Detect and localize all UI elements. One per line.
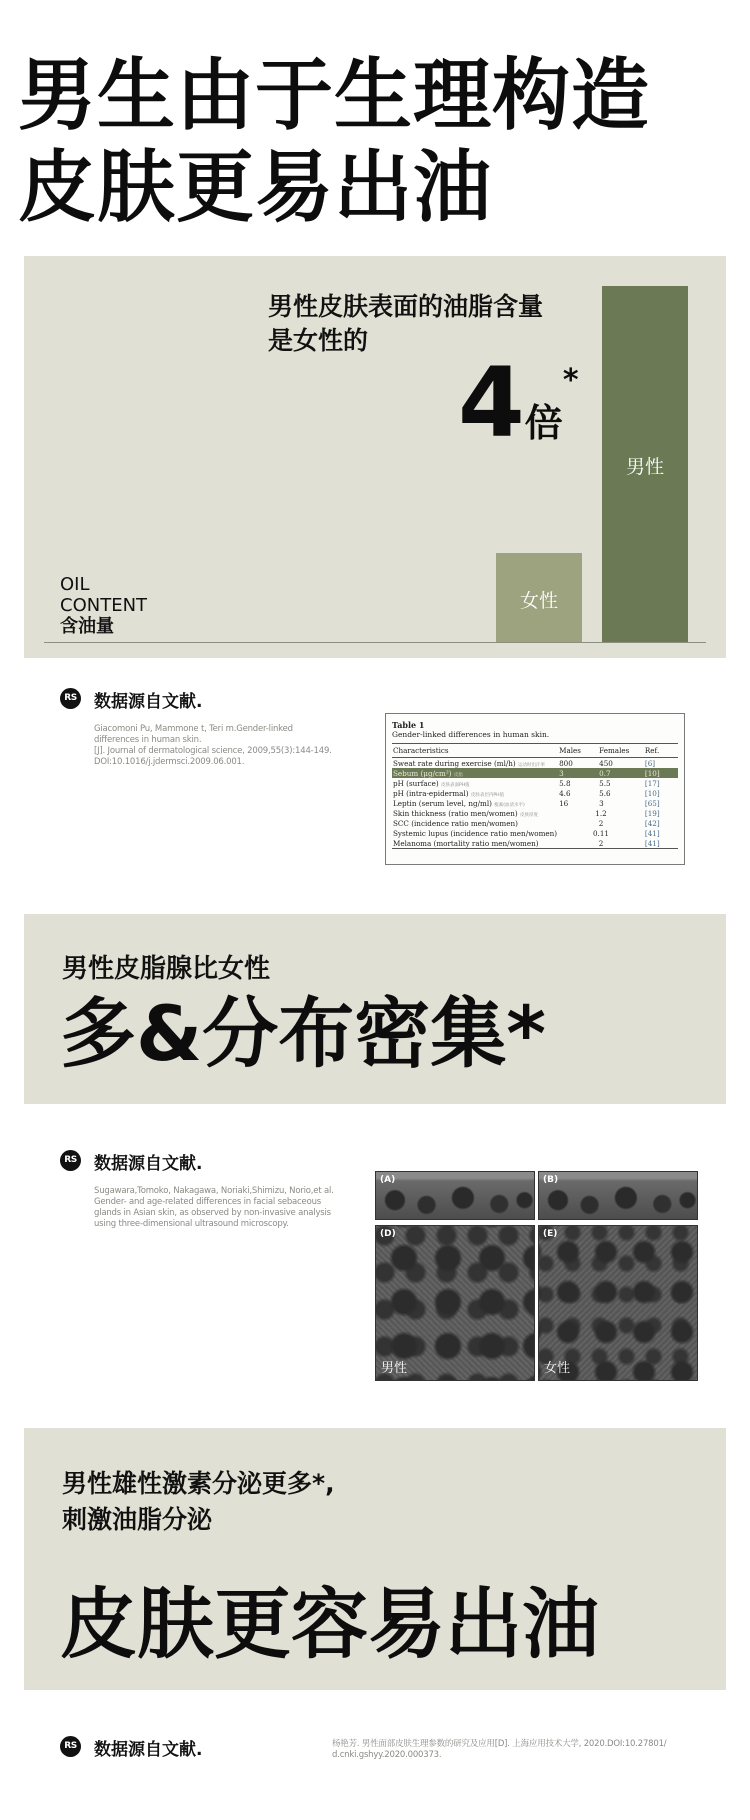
citation-line: d.cnki.gshyy.2020.000373.: [332, 1750, 442, 1760]
table-row: [392, 808, 678, 818]
table-cell-ref: [10]: [644, 788, 660, 798]
bar-male-label: 男性: [625, 456, 664, 478]
table-row: [392, 828, 678, 838]
image-tag: (D): [380, 1229, 396, 1239]
table-cell-ref: [6]: [644, 758, 656, 768]
reference-table: [392, 743, 678, 849]
oil-ratio: [458, 326, 579, 478]
table-header: Characteristics: [392, 744, 558, 758]
image-tag: (E): [543, 1229, 558, 1239]
hormone-headline: 皮肤更容易出油: [60, 1581, 599, 1670]
table-cell-note: 皮肤表面PH值: [441, 782, 470, 788]
oil-axis-label: [60, 574, 147, 637]
hero-title: [18, 50, 650, 234]
axis-label-cn: 含油量: [60, 616, 114, 637]
hormone-subtitle-line-1: 男性雄性激素分泌更多*,: [62, 1469, 335, 1498]
table-cell: 4.6: [559, 788, 571, 798]
citation-line: DOI:10.1016/j.jdermsci.2009.06.001.: [94, 757, 245, 767]
oil-headline-line-2: 是女性的: [268, 326, 369, 355]
image-tag: (A): [380, 1175, 396, 1185]
table-cell-ref: [19]: [644, 808, 660, 818]
table-cell: 0.11: [592, 828, 609, 838]
table-cell-note: 皮肤表层内PH值: [470, 792, 504, 798]
reference-table-figure: [385, 713, 685, 865]
oil-ratio-asterisk: *: [562, 363, 579, 398]
table-row: [392, 838, 678, 849]
image-label-male: 男性: [381, 1361, 408, 1376]
table-cell: SCC (incidence ratio men/women): [393, 818, 518, 828]
table-cell: Leptin (serum level, ng/ml): [393, 798, 492, 808]
axis-label-en-2: CONTENT: [60, 595, 148, 616]
table-cell: Sebum (μg/cm²): [393, 768, 452, 778]
table-cell: 1.2: [595, 808, 607, 818]
table-cell-ref: [17]: [644, 778, 660, 788]
table-cell: Melanoma (mortality ratio men/women): [392, 838, 558, 849]
table-cell-ref: [10]: [644, 768, 678, 778]
table-cell: 3: [599, 798, 604, 808]
citation-line: Gender- and age-related differences in facial sebaceous: [94, 1197, 321, 1207]
source-citation-2: [94, 1186, 334, 1230]
oil-ratio-unit: 倍: [524, 401, 563, 445]
table-cell: 0.7: [598, 768, 644, 778]
oil-content-panel: [24, 256, 726, 658]
ultrasound-image-a: [375, 1171, 535, 1220]
table-row: [392, 798, 678, 808]
gland-subtitle: 男性皮脂腺比女性: [62, 954, 271, 984]
table-cell: 2: [558, 838, 644, 849]
table-row: [392, 778, 678, 788]
hormone-panel: [24, 1428, 726, 1690]
source-citation-3: [332, 1739, 722, 1761]
table-cell-ref: [42]: [644, 818, 660, 828]
table-cell-note: 皮脂: [453, 772, 463, 778]
hormone-subtitle: [62, 1466, 335, 1538]
table-caption: Gender-linked differences in human skin.: [392, 730, 550, 739]
table-cell-ref: [41]: [644, 838, 678, 849]
gland-panel: [24, 914, 726, 1104]
table-cell-note: 皮肤厚度: [519, 812, 538, 818]
chart-baseline: [44, 642, 706, 643]
table-row-highlighted: [392, 768, 678, 778]
table-cell: pH (surface): [393, 778, 439, 788]
citation-line: using three-dimensional ultrasound microscopy.: [94, 1219, 289, 1229]
table-cell: 5.8: [559, 778, 571, 788]
table-row: [392, 818, 678, 828]
oil-ratio-number: 4: [458, 347, 525, 459]
source-title-2: 数据源自文献.: [94, 1154, 203, 1174]
table-cell: 5.5: [599, 778, 611, 788]
citation-line: glands in Asian skin, as observed by non-invasive analysis: [94, 1208, 331, 1218]
table-row: [392, 758, 678, 769]
table-cell: 450: [599, 758, 613, 768]
source-title-3: 数据源自文献.: [94, 1740, 203, 1760]
table-cell: Skin thickness (ratio men/women): [393, 808, 518, 818]
table-cell: Systemic lupus (incidence ratio men/women): [393, 828, 558, 838]
hero-title-line-2: 皮肤更易出油: [18, 143, 493, 233]
hormone-subtitle-line-2: 刺激油脂分泌: [62, 1505, 213, 1534]
citation-line: Giacomoni Pu, Mammone t, Teri m.Gender-linked: [94, 724, 293, 734]
ultrasound-image-male: [375, 1225, 535, 1381]
ultrasound-image-b: [538, 1171, 698, 1220]
table-header: Males: [558, 744, 598, 758]
bar-female: [496, 553, 582, 642]
hero-title-line-1: 男生由于生理构造: [18, 51, 651, 141]
source-badge-2: RS: [60, 1150, 81, 1171]
source-badge-3: RS: [60, 1736, 81, 1757]
source-citation-1: [94, 724, 332, 768]
table-cell-ref: [41]: [644, 828, 660, 838]
image-tag: (B): [543, 1175, 559, 1185]
table-cell: pH (intra-epidermal): [393, 788, 469, 798]
image-label-female: 女性: [544, 1361, 571, 1376]
table-cell-ref: [65]: [644, 798, 660, 808]
ultrasound-image-female: [538, 1225, 698, 1381]
citation-line: differences in human skin.: [94, 735, 202, 745]
table-cell: 16: [559, 798, 569, 808]
bar-male: [602, 286, 688, 642]
table-cell: 800: [559, 758, 573, 768]
table-cell: 5.6: [599, 788, 611, 798]
gland-headline: 多&分布密集*: [60, 989, 547, 1078]
table-header: Ref.: [644, 744, 678, 758]
citation-line: [J]. Journal of dermatological science, 2009,55(3):144-149.: [94, 746, 332, 756]
source-badge-1: RS: [60, 688, 81, 709]
citation-line: Sugawara,Tomoko, Nakagawa, Noriaki,Shimizu, Norio,et al.: [94, 1186, 334, 1196]
table-header: Females: [598, 744, 644, 758]
table-title: Table 1: [392, 720, 425, 730]
axis-label-en-1: OIL: [60, 574, 90, 595]
table-cell: 3: [558, 768, 598, 778]
table-cell-note: 运动时出汗率: [518, 762, 546, 768]
source-title-1: 数据源自文献.: [94, 692, 203, 712]
table-cell-note: 瘦素(血清水平): [494, 802, 525, 808]
citation-line: 杨艳芳. 男性面部皮肤生理参数的研究及应用[D]. 上海应用技术大学, 2020.DOI:10.27801/: [332, 1739, 667, 1749]
table-cell: Sweat rate during exercise (ml/h): [393, 758, 516, 768]
oil-headline-line-1: 男性皮肤表面的油脂含量: [268, 292, 544, 321]
table-row: [392, 788, 678, 798]
table-cell: 2: [598, 818, 604, 828]
bar-female-label: 女性: [519, 590, 558, 612]
